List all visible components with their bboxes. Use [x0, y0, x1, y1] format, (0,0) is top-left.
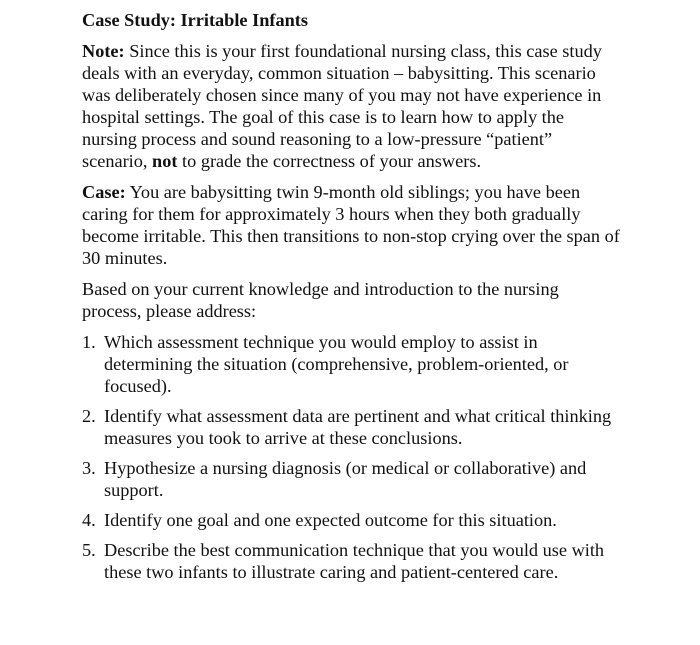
list-item	[82, 509, 622, 531]
list-item-text: Which assessment technique you would employ to assist in determining the situation (comprehensive, problem-oriented, or focused).	[104, 332, 569, 396]
note-tail: to grade the correctness of your answers.	[177, 151, 482, 171]
list-item	[82, 457, 622, 501]
question-list	[82, 331, 622, 583]
list-item-number: 3.	[82, 458, 96, 478]
list-item-text: Identify one goal and one expected outcome for this situation.	[104, 510, 557, 530]
list-item	[82, 331, 622, 397]
note-label: Note:	[82, 41, 125, 61]
note-text: Since this is your first foundational nursing class, this case study deals with an everyday, common situation – babysitting. This scenario was deliberately chosen since many of you may not have experience in hospital settings. The goal of this case is to learn how to apply the nursing process and sound reasoning to a low-pressure “patient” scenario,	[82, 41, 602, 171]
list-item-text: Describe the best communication technique that you would use with these two infants to illustrate caring and patient-centered care.	[104, 540, 605, 582]
intro-paragraph: Based on your current knowledge and introduction to the nursing process, please address:	[82, 279, 559, 321]
document-page	[82, 9, 622, 591]
list-item-number: 5.	[82, 540, 96, 560]
case-paragraph	[82, 181, 622, 269]
note-emphasis: not	[152, 151, 178, 171]
list-item-number: 4.	[82, 510, 96, 530]
list-item	[82, 539, 622, 583]
list-item-number: 2.	[82, 406, 96, 426]
list-item-text: Identify what assessment data are pertinent and what critical thinking measures you took to arrive at these conclusions.	[104, 406, 612, 448]
case-text: You are babysitting twin 9-month old siblings; you have been caring for them for approximately 3 hours when they both gradually become irritable. This then transitions to non-stop crying over the span of 30 minutes.	[82, 182, 620, 268]
list-item-number: 1.	[82, 332, 96, 352]
list-item-text: Hypothesize a nursing diagnosis (or medical or collaborative) and support.	[104, 458, 587, 500]
case-label: Case:	[82, 182, 126, 202]
document-title: Case Study: Irritable Infants	[82, 10, 308, 30]
note-paragraph	[82, 40, 622, 172]
list-item	[82, 405, 622, 449]
